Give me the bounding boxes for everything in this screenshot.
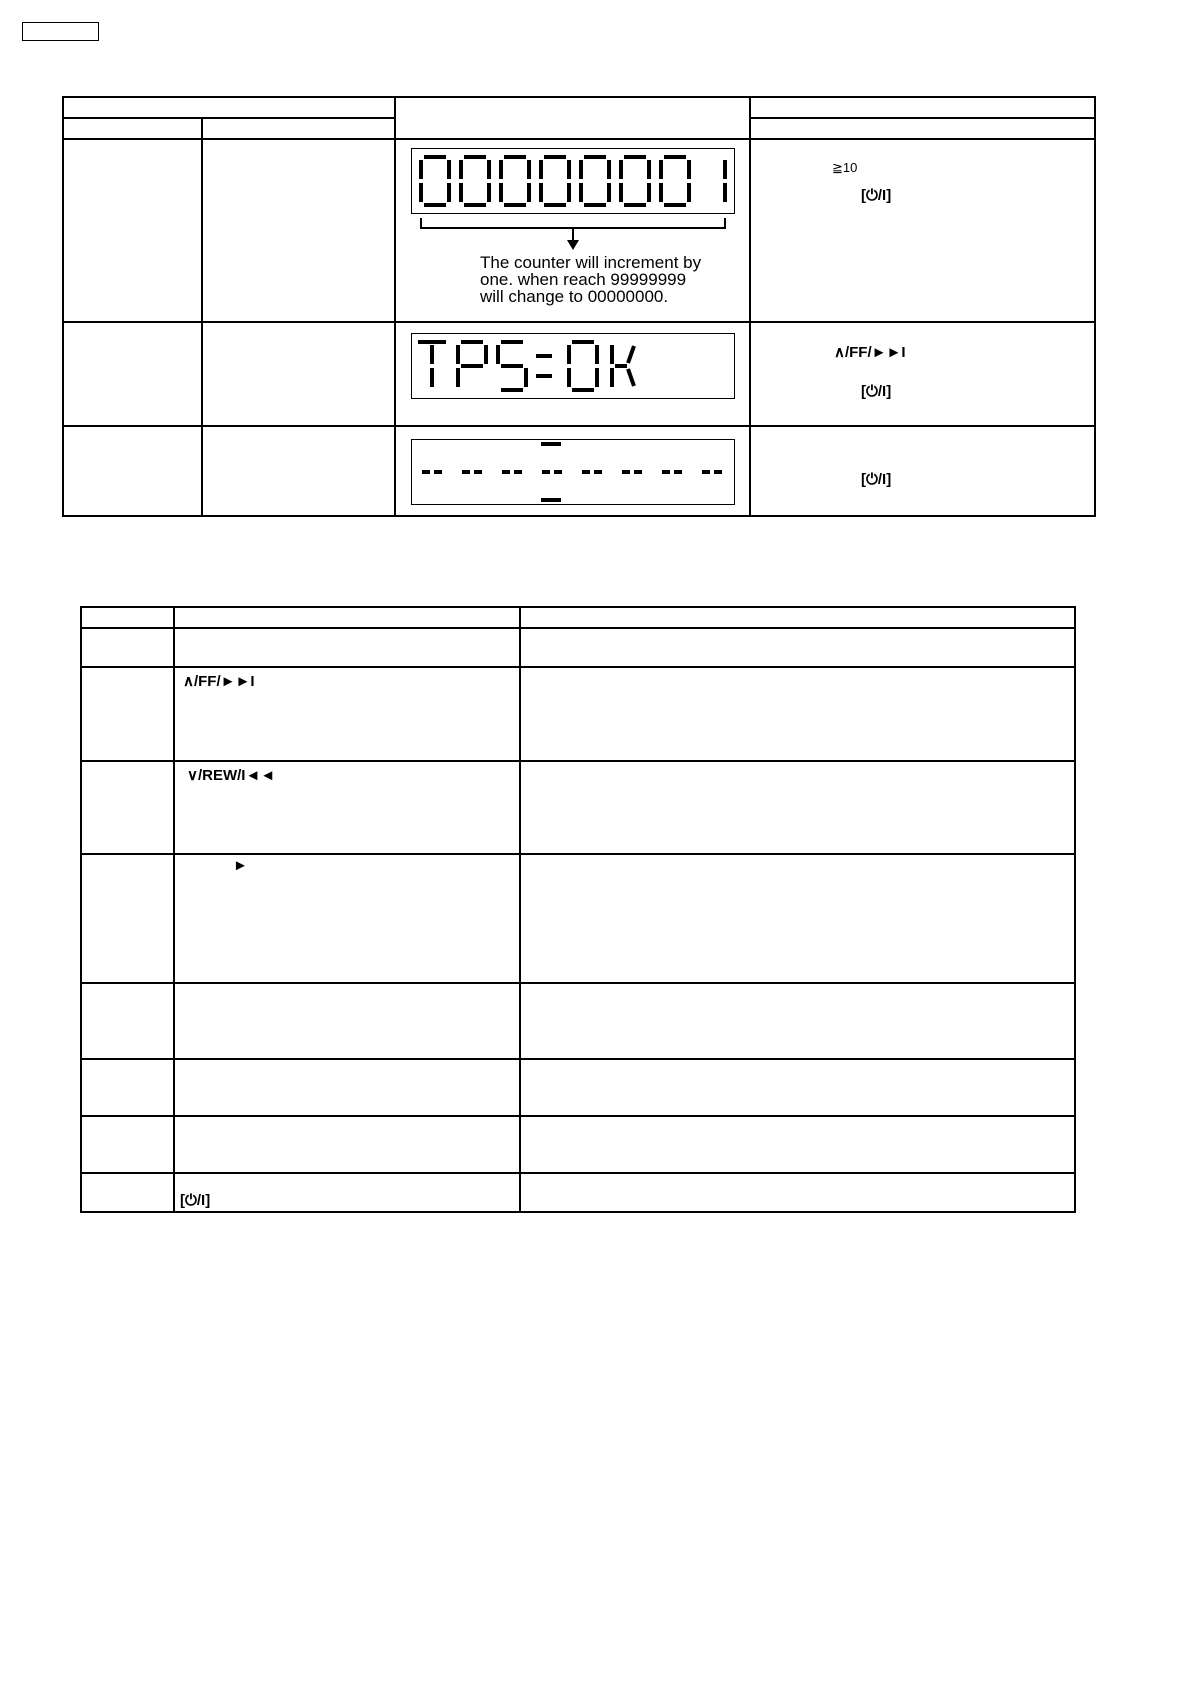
dash-detail-cell: [202, 426, 395, 516]
key-row-3-function: [520, 761, 1075, 854]
dash-display-cell: [395, 426, 750, 516]
key-function-table: [80, 606, 1076, 1213]
key-row-7-key: [174, 1116, 520, 1173]
key-row-8-function: [520, 1173, 1075, 1212]
key-row-6-no: [81, 1059, 174, 1116]
subheader-cell-2: [202, 118, 395, 139]
counter-operation-cell: [750, 139, 1095, 322]
counter-note-line-2: one. when reach 99999999: [480, 270, 687, 289]
key-row-4-no: [81, 854, 174, 983]
counter-note-line-3: will change to 00000000.: [480, 287, 669, 306]
page-tag-box: [22, 22, 99, 41]
dash-operation-cell: [750, 426, 1095, 516]
counter-detail-cell: [202, 139, 395, 322]
key-row-1-function: [520, 628, 1075, 667]
counter-mode-cell: [63, 139, 202, 322]
key-row-2-function: [520, 667, 1075, 761]
subheader-cell-3: [750, 118, 1095, 139]
key-row-5-no: [81, 983, 174, 1059]
ff-next-key-label: ∧/FF/►►I: [183, 673, 255, 690]
key-row-2-no: [81, 667, 174, 761]
key-row-8-no: [81, 1173, 174, 1212]
dash-lcd-display: [411, 439, 735, 505]
subheader-cell-1: [63, 118, 202, 139]
rew-prev-key-label: ∨/REW/I◄◄: [187, 767, 276, 784]
key-row-7-function: [520, 1116, 1075, 1173]
counter-note-line-1: The counter will increment by: [480, 253, 702, 272]
key-row-1-key: [174, 628, 520, 667]
key-row-3-key: [174, 761, 520, 854]
counter-increment-note: [480, 254, 735, 305]
key-header-cell-3: [520, 607, 1075, 628]
power-button-label: [⏻/I]: [861, 187, 892, 204]
key-row-6-function: [520, 1059, 1075, 1116]
display-mode-table: [62, 96, 1096, 517]
tps-display-cell: [395, 322, 750, 426]
header-cell-display: [395, 97, 750, 139]
tps-detail-cell: [202, 322, 395, 426]
key-row-5-function: [520, 983, 1075, 1059]
counter-op-note: ≧10: [832, 160, 858, 175]
power-button-label: [⏻/I]: [861, 383, 892, 400]
power-key-label: [⏻/I]: [180, 1192, 211, 1209]
key-header-cell-2: [174, 607, 520, 628]
key-row-8-key: [174, 1173, 520, 1212]
key-row-2-key: [174, 667, 520, 761]
counter-bracket-arrow: [417, 216, 729, 252]
ff-next-button-label: ∧/FF/►►I: [834, 344, 906, 361]
tps-mode-cell: [63, 322, 202, 426]
header-cell-mode: [63, 97, 395, 118]
key-row-1-no: [81, 628, 174, 667]
key-row-4-function: [520, 854, 1075, 983]
key-row-5-key: [174, 983, 520, 1059]
tps-lcd-display: [411, 333, 735, 399]
key-header-cell-1: [81, 607, 174, 628]
play-icon: ►: [233, 857, 248, 874]
key-row-4-key: [174, 854, 520, 983]
counter-lcd-display: [411, 148, 735, 214]
header-cell-operation: [750, 97, 1095, 118]
key-row-7-no: [81, 1116, 174, 1173]
key-row-3-no: [81, 761, 174, 854]
tps-operation-cell: [750, 322, 1095, 426]
power-button-label: [⏻/I]: [861, 471, 892, 488]
dash-mode-cell: [63, 426, 202, 516]
key-row-6-key: [174, 1059, 520, 1116]
counter-display-cell: [395, 139, 750, 322]
